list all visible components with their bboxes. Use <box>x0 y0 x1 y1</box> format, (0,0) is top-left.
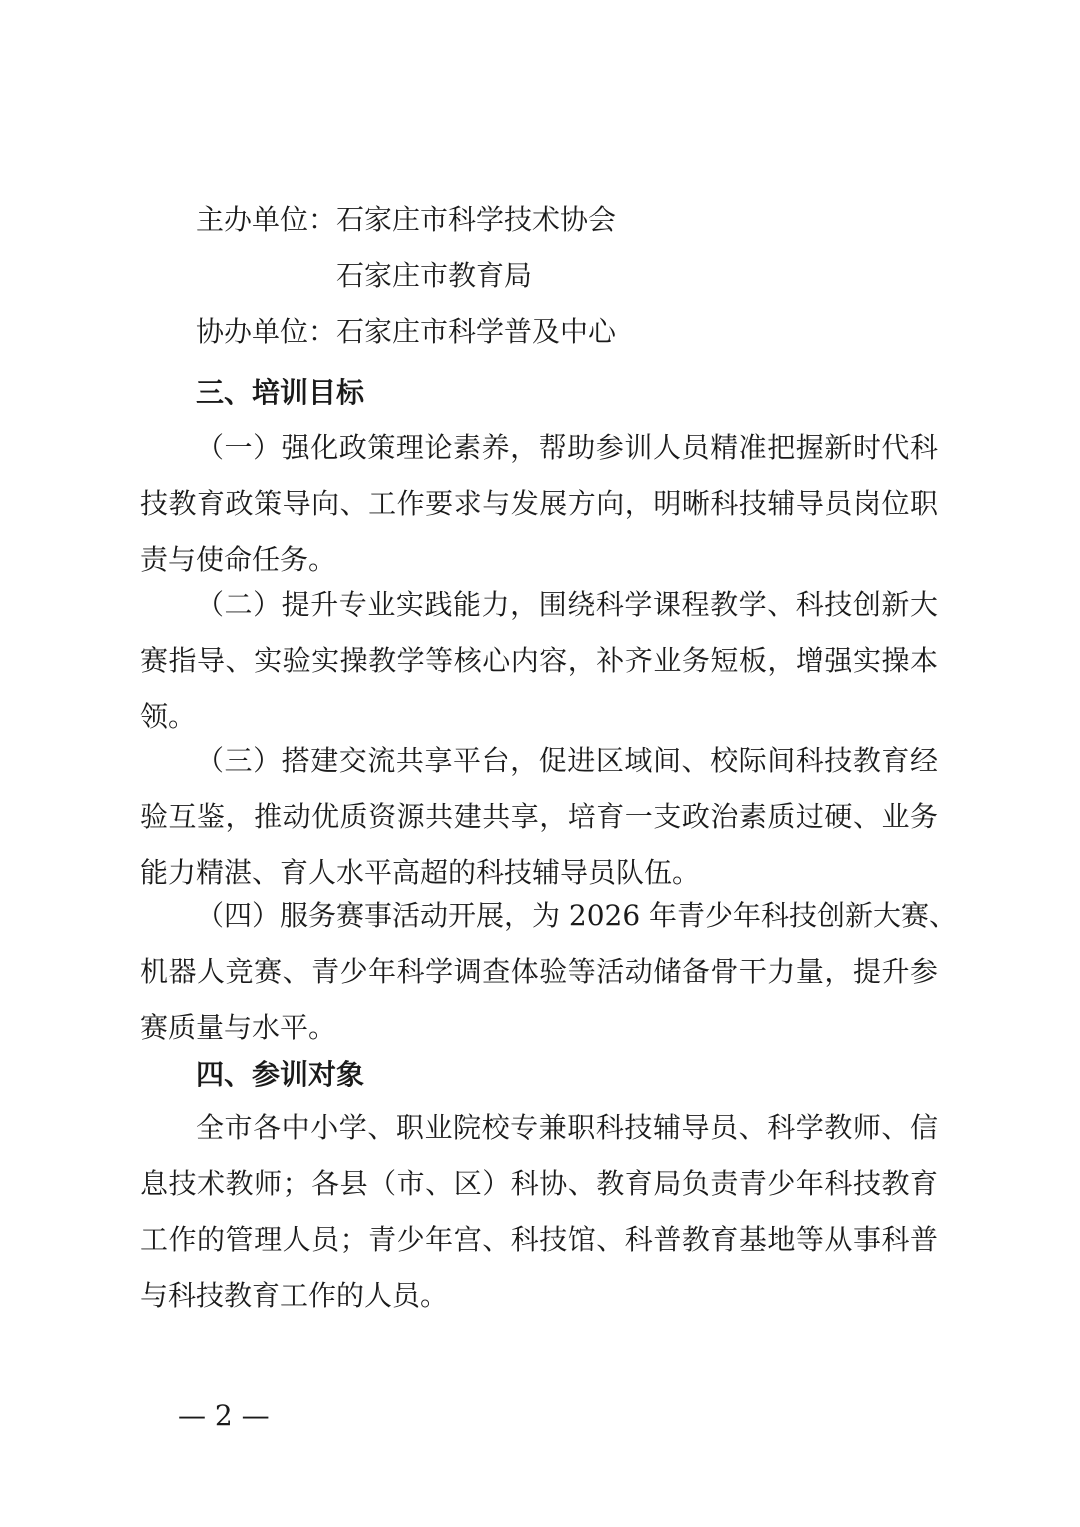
section-heading-training-goals: 三、培训目标 <box>196 376 365 409</box>
co-organizer-label: 协办单位： <box>196 315 337 348</box>
participants-line-2: 息技术教师；各县（市、区）科协、教育局负责青少年科技教育 <box>140 1167 938 1200</box>
goal-3-line-3: 能力精湛、育人水平高超的科技辅导员队伍。 <box>140 856 701 889</box>
goal-3-line-1: （三）搭建交流共享平台，促进区域间、校际间科技教育经 <box>196 744 938 777</box>
host-organizer-1: 石家庄市科学技术协会 <box>336 203 617 236</box>
goal-4-line-2: 机器人竞赛、青少年科学调查体验等活动储备骨干力量，提升参 <box>140 955 938 988</box>
goal-2-line-1: （二）提升专业实践能力，围绕科学课程教学、科技创新大 <box>196 588 938 621</box>
co-organizer-1: 石家庄市科学普及中心 <box>336 315 617 348</box>
goal-3-line-2: 验互鉴，推动优质资源共建共享，培育一支政治素质过硬、业务 <box>140 800 938 833</box>
host-label: 主办单位： <box>196 203 337 236</box>
goal-1-line-1: （一）强化政策理论素养，帮助参训人员精准把握新时代科 <box>196 431 938 464</box>
host-organizer-2: 石家庄市教育局 <box>336 259 533 292</box>
goal-2-line-2: 赛指导、实验实操教学等核心内容，补齐业务短板，增强实操本 <box>140 644 938 677</box>
goal-4-line-3: 赛质量与水平。 <box>140 1011 337 1044</box>
page-number: — 2 — <box>178 1399 270 1432</box>
section-heading-participants: 四、参训对象 <box>196 1058 365 1091</box>
goal-1-line-2: 技教育政策导向、工作要求与发展方向，明晰科技辅导员岗位职 <box>140 487 938 520</box>
goal-1-line-3: 责与使命任务。 <box>140 543 337 576</box>
goal-2-line-3: 领。 <box>140 700 197 733</box>
participants-line-4: 与科技教育工作的人员。 <box>140 1279 449 1312</box>
participants-line-3: 工作的管理人员；青少年宫、科技馆、科普教育基地等从事科普 <box>140 1223 938 1256</box>
participants-line-1: 全市各中小学、职业院校专兼职科技辅导员、科学教师、信 <box>196 1111 938 1144</box>
goal-4-line-1: （四）服务赛事活动开展，为 2026 年青少年科技创新大赛、 <box>196 899 958 932</box>
